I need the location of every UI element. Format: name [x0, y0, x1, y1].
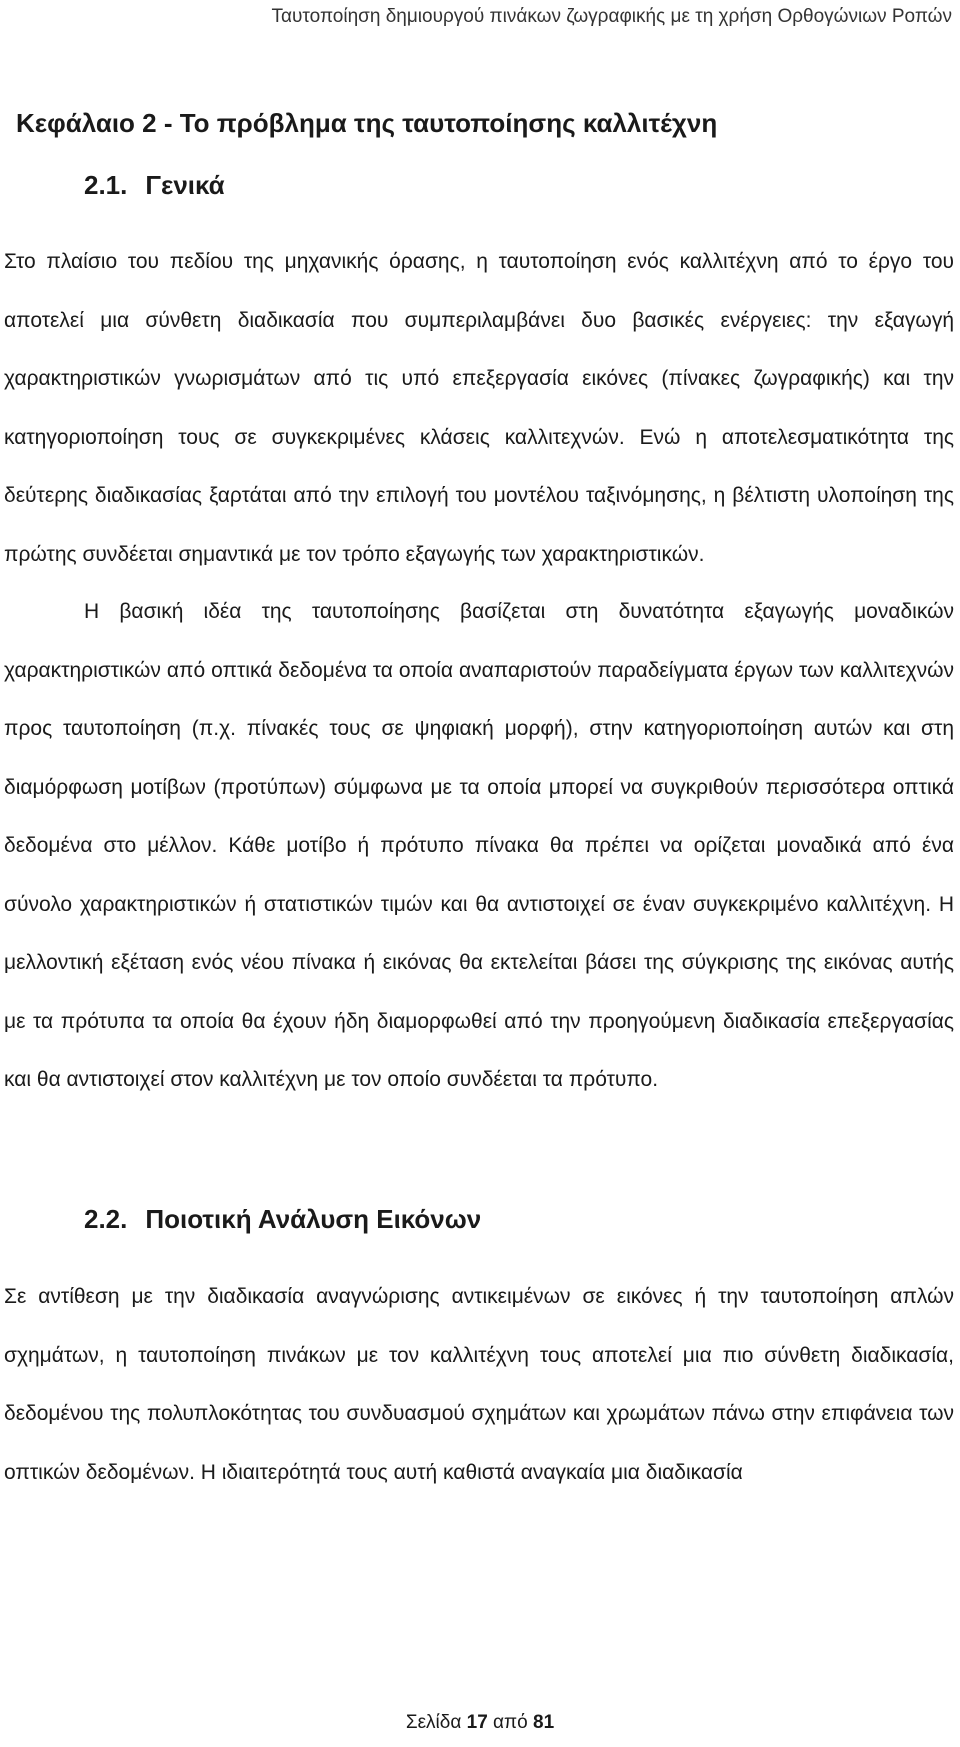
running-header: Ταυτοποίηση δημιουργού πινάκων ζωγραφικής με τη χρήση Ορθογώνιων Ροπών: [271, 6, 952, 27]
page-number: 17: [466, 1712, 488, 1733]
paragraph: Σε αντίθεση με την διαδικασία αναγνώρισης αντικειμένων σε εικόνες ή την ταυτοποίηση απλών σχημάτων, η ταυτοποίηση πινάκων με τον καλλιτέχνη τους αποτελεί μια πιο σύνθετη διαδικασία, δεδομένου της πολυπλοκότητας του συνδυασμού σχημάτων και χρωμάτων πάνω στην επιφάνεια των οπτικών δεδομένων. Η ιδιαιτερότητά τους αυτή καθιστά αναγκαία μια διαδικασία: [4, 1285, 954, 1484]
paragraph: Στο πλαίσιο του πεδίου της μηχανικής όρασης, η ταυτοποίηση ενός καλλιτέχνη από το έργο του αποτελεί μια σύνθετη διαδικασία που συμπεριλαμβάνει δυο βασικές ενέργειες: την εξαγωγή χαρακτηριστικών γνωρισμάτων από τις υπό επεξεργασία εικόνες (πίνακες ζωγραφικής) και την κατηγοριοποίηση τους σε συγκεκριμένες κλάσεις καλλιτεχνών. Ενώ η αποτελεσματικότητα της δεύτερης διαδικασίας ξαρτάται από την επιλογή του μοντέλου ταξινόμησης, η βέλτιστη υλοποίηση της πρώτης συνδέεται σημαντικά με τον τρόπο εξαγωγής των χαρακτηριστικών.: [4, 250, 954, 566]
section-title-text: Γενικά: [145, 170, 225, 200]
section-number: 2.1.: [84, 170, 128, 200]
section-heading-qualitative-analysis: [84, 1204, 481, 1235]
page-word: Σελίδα: [405, 1712, 462, 1733]
section-number: 2.2.: [84, 1204, 128, 1234]
section-heading-general: [84, 170, 225, 201]
section-title-text: Ποιοτική Ανάλυση Εικόνων: [145, 1204, 482, 1234]
page-footer: [0, 1712, 960, 1734]
chapter-title: Κεφάλαιο 2 - Το πρόβλημα της ταυτοποίησης καλλιτέχνη: [16, 108, 718, 138]
of-word: από: [493, 1712, 528, 1733]
total-pages: 81: [533, 1712, 555, 1733]
paragraph: Η βασική ιδέα της ταυτοποίησης βασίζεται στη δυνατότητα εξαγωγής μοναδικών χαρακτηριστικών από οπτικά δεδομένα τα οποία αναπαριστούν παραδείγματα έργων των καλλιτεχνών προς ταυτοποίηση (π.χ. πίνακές τους σε ψηφιακή μορφή), στην κατηγοριοποίηση αυτών και στη διαμόρφωση μοτίβων (προτύπων) σύμφωνα με τα οποία μπορεί να συγκριθούν περισσότερα οπτικά δεδομένα στο μέλλον. Κάθε μοτίβο ή πρότυπο πίνακα θα πρέπει να ορίζεται μοναδικά από ένα σύνολο χαρακτηριστικών ή στατιστικών τιμών και θα αντιστοιχεί σε έναν συγκεκριμένο καλλιτέχνη. Η μελλοντική εξέταση ενός νέου πίνακα ή εικόνας θα εκτελείται βάσει της σύγκρισης της εικόνας αυτής με τα πρότυπα τα οποία θα έχουν ήδη διαμορφωθεί από την προηγούμενη διαδικασία επεξεργασίας και θα αντιστοιχεί στον καλλιτέχνη με τον οποίο συνδέεται τα πρότυπο.: [4, 600, 954, 1091]
